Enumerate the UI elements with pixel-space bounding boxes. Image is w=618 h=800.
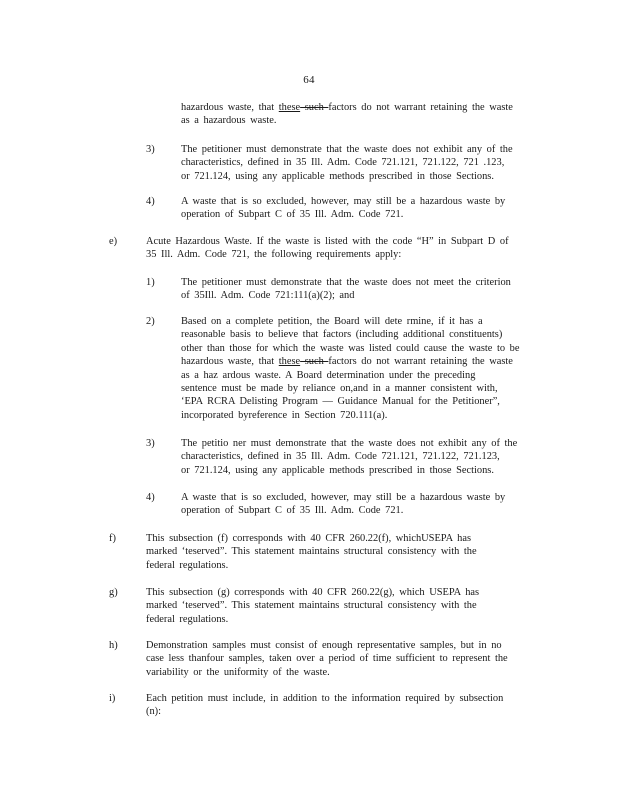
paragraph-line: Each petition must include, in addition to the information required by subsection	[146, 693, 504, 704]
item-label: 2)	[146, 316, 155, 327]
item-4-text	[181, 195, 533, 222]
paragraph-line: other than those for which the waste was listed could cause the waste to be	[181, 342, 520, 354]
item-label: 4)	[146, 196, 155, 207]
paragraph-line: marked ‘teserved”. This statement maintains structural consistency with the	[146, 546, 477, 558]
paragraph-line: marked ‘teserved”. This statement maintains structural consistency with the	[146, 600, 477, 612]
continuation-paragraph	[181, 101, 533, 128]
paragraph-line: characteristics, defined in 35 Ill. Adm. Code 721.121, 721.122, 721 .123,	[181, 157, 505, 169]
item-label: h)	[109, 640, 118, 651]
paragraph-line: The petitio ner must demonstrate that the waste does not exhibit any of the	[181, 438, 518, 449]
paragraph-line: The petitioner must demonstrate that the waste does not meet the criterion	[181, 277, 511, 288]
paragraph-line: Demonstration samples must consist of enough representative samples, but in no	[146, 640, 502, 651]
paragraph-line: 35 Ill. Adm. Code 721, the following requirements apply:	[146, 249, 402, 261]
paragraph-line: A waste that is so excluded, however, may still be a hazardous waste by	[181, 196, 506, 207]
item-3b-text	[181, 437, 536, 477]
paragraph-line: Based on a complete petition, the Board will dete rmine, if it has a	[181, 316, 483, 327]
paragraph-line: operation of Subpart C of 35 Ill. Adm. Code 721.	[181, 209, 404, 221]
paragraph-line: incorporated byreference in Section 720.111(a).	[181, 409, 388, 421]
paragraph-line: case less thanfour samples, taken over a period of time sufficient to represent the	[146, 653, 508, 665]
item-label: e)	[109, 236, 118, 247]
paragraph-line: hazardous waste, that these such factors do not warrant retaining the waste	[181, 102, 513, 113]
item-label: 3)	[146, 438, 155, 449]
paragraph-line: reasonable basis to believe that factors (including additional constituents)	[181, 329, 503, 341]
item-i-text	[146, 692, 526, 719]
page-number: 64	[303, 74, 315, 86]
paragraph-line: as a haz ardous waste. A Board determination under the preceding	[181, 369, 476, 381]
paragraph-line: as a hazardous waste.	[181, 115, 277, 127]
paragraph-line: hazardous waste, that these such factors do not warrant retaining the waste	[181, 356, 513, 368]
paragraph-line: characteristics, defined in 35 Ill. Adm. Code 721.121, 721.122, 721.123,	[181, 451, 500, 463]
paragraph-line: Acute Hazardous Waste. If the waste is listed with the code “H” in Subpart D of	[146, 236, 509, 247]
paragraph-line: federal regulations.	[146, 613, 229, 625]
item-e-text	[146, 235, 536, 262]
item-label: f)	[109, 533, 116, 544]
item-label: i)	[109, 693, 116, 704]
item-f-text	[146, 532, 516, 572]
item-3-text	[181, 143, 536, 183]
paragraph-line: sentence must be made by reliance on,and in a manner consistent with,	[181, 383, 498, 395]
paragraph-line: ‘EPA RCRA Delisting Program — Guidance Manual for the Petitioner”,	[181, 396, 500, 408]
item-label: g)	[109, 587, 118, 598]
paragraph-line: variability or the uniformity of the waste.	[146, 666, 330, 678]
item-2-text	[181, 315, 539, 422]
paragraph-line: The petitioner must demonstrate that the waste does not exhibit any of the	[181, 144, 513, 155]
paragraph-line: operation of Subpart C of 35 Ill. Adm. Code 721.	[181, 505, 404, 517]
paragraph-line: (n):	[146, 706, 162, 718]
item-label: 3)	[146, 144, 155, 155]
paragraph-line: This subsection (f) corresponds with 40 CFR 260.22(f), whichUSEPA has	[146, 533, 471, 544]
item-g-text	[146, 586, 516, 626]
paragraph-line: A waste that is so excluded, however, may still be a hazardous waste by	[181, 492, 506, 503]
item-h-text	[146, 639, 536, 679]
paragraph-line: This subsection (g) corresponds with 40 CFR 260.22(g), which USEPA has	[146, 587, 480, 598]
item-label: 1)	[146, 277, 155, 288]
item-1-text	[181, 276, 533, 303]
paragraph-line: federal regulations.	[146, 559, 229, 571]
paragraph-line: or 721.124, using any applicable methods prescribed in those Sections.	[181, 170, 494, 182]
paragraph-line: or 721.124, using any applicable methods prescribed in those Sections.	[181, 464, 494, 476]
paragraph-line: of 35Ill. Adm. Code 721:111(a)(2); and	[181, 290, 355, 302]
item-label: 4)	[146, 492, 155, 503]
item-4b-text	[181, 491, 533, 518]
